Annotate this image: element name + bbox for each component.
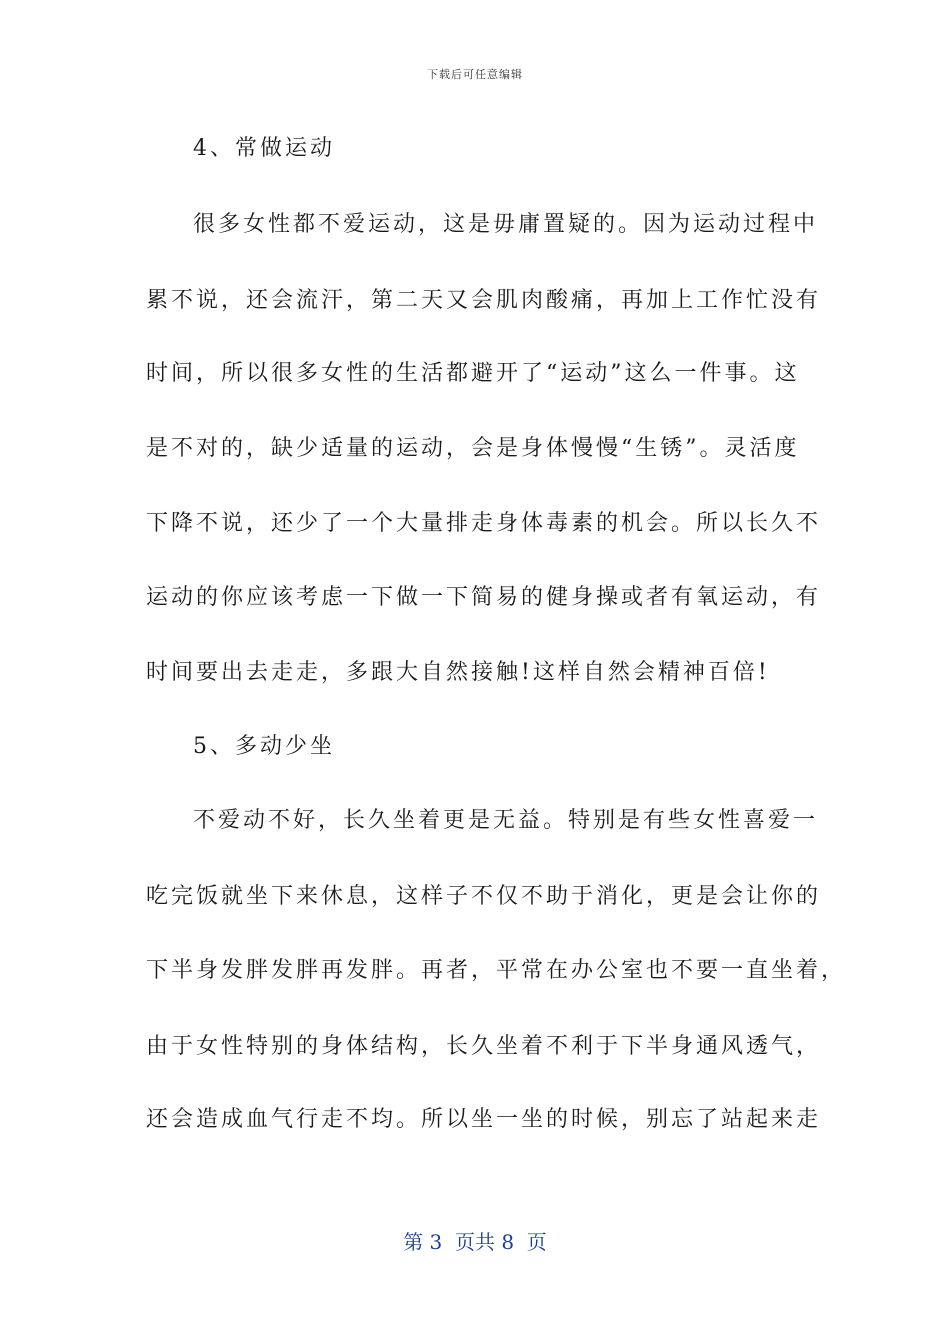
paragraph-line: 累不说，还会流汗，第二天又会肌肉酸痛，再加上工作忙没有: [146, 288, 822, 313]
section-heading: 4、常做运动: [193, 136, 335, 161]
page-footer: 第 3 页共 8 页: [403, 1230, 547, 1254]
paragraph-line: 还会造成血气行走不均。所以坐一坐的时候，别忘了站起来走: [146, 1107, 822, 1132]
paragraph-line: 是不对的，缺少适量的运动，会是身体慢慢“生锈”。灵活度: [146, 436, 800, 461]
header-note: 下载后可任意编辑: [427, 68, 523, 81]
paragraph-line: 时间，所以很多女性的生活都避开了“运动”这么一件事。这: [146, 361, 800, 386]
paragraph-line: 运动的你应该考虑一下做一下简易的健身操或者有氧运动，有: [146, 585, 822, 610]
paragraph-line: 由于女性特别的身体结构，长久坐着不利于下半身通风透气，: [146, 1034, 822, 1059]
paragraph-line: 下降不说，还少了一个大量排走身体毒素的机会。所以长久不: [146, 511, 822, 536]
section-heading: 5、多动少坐: [193, 734, 335, 759]
paragraph-line: 下半身发胖发胖再发胖。再者，平常在办公室也不要一直坐着，: [146, 958, 847, 983]
paragraph-line: 吃完饭就坐下来休息，这样子不仅不助于消化，更是会让你的: [146, 884, 822, 909]
paragraph-line: 不爱动不好，长久坐着更是无益。特别是有些女性喜爱一: [193, 808, 819, 833]
paragraph-line: 时间要出去走走，多跟大自然接触!这样自然会精神百倍!: [146, 660, 770, 685]
paragraph-line: 很多女性都不爱运动，这是毋庸置疑的。因为运动过程中: [193, 212, 819, 237]
